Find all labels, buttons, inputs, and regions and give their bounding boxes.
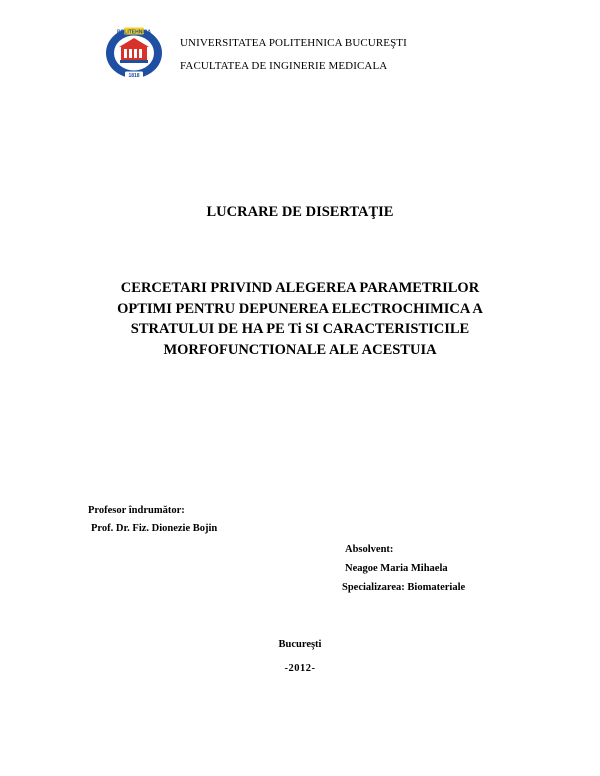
graduate-specialization: Specializarea: Biomateriale — [342, 582, 466, 593]
title-line: MORFOFUNCTIONALE ALE ACESTUIA — [163, 341, 437, 358]
title-line: STRATULUI DE HA PE Ti SI CARACTERISTICILE — [130, 321, 470, 337]
graduate-name: Neagoe Maria Mihaela — [345, 563, 448, 574]
document-type: LUCRARE DE DISERTAŢIE — [206, 204, 394, 220]
coordinator-name: Prof. Dr. Fiz. Dionezie Bojin — [91, 523, 218, 534]
university-seal-icon — [104, 26, 164, 80]
year: -2012- — [284, 663, 316, 674]
title-line: OPTIMI PENTRU DEPUNEREA ELECTROCHIMICA A — [117, 300, 483, 317]
seal-top-text: POLITEHNICA — [117, 29, 151, 36]
city: Bucureşti — [278, 639, 322, 650]
coordinator-label: Profesor îndrumător: — [88, 505, 185, 516]
title-line: CERCETARI PRIVIND ALEGEREA PARAMETRILOR — [120, 280, 480, 296]
graduate-label: Absolvent: — [345, 544, 394, 555]
university-name: UNIVERSITATEA POLITEHNICA BUCUREŞTI — [180, 37, 407, 49]
seal-bottom-text: 1818 — [128, 73, 140, 80]
faculty-name: FACULTATEA DE INGINERIE MEDICALA — [180, 60, 388, 72]
thesis-title — [60, 278, 540, 360]
